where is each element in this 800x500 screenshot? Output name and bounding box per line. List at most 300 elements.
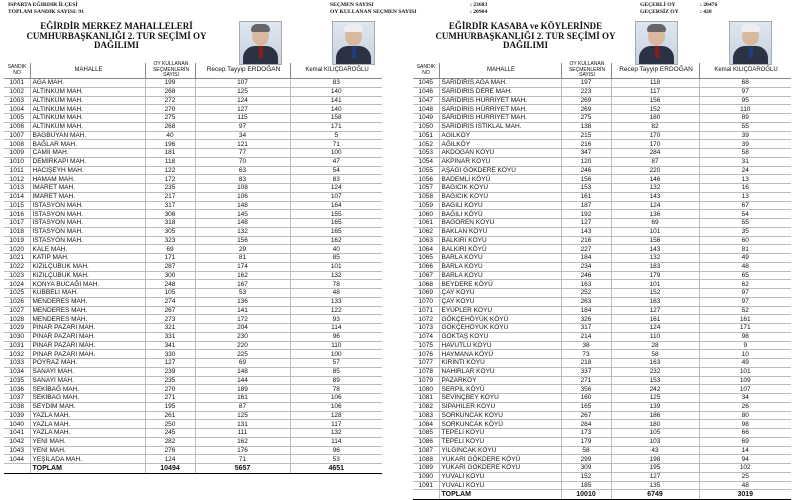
cand2-votes-cell: 65 (699, 271, 791, 280)
cand1-votes-cell: 136 (611, 210, 699, 219)
cand1-votes-cell: 101 (611, 280, 699, 289)
mahalle-cell: İSTASYON MAH. (30, 219, 145, 228)
cand2-votes-cell: 71 (290, 140, 382, 149)
table-row (4, 402, 382, 411)
table-row (4, 254, 382, 263)
oy-count-cell: 73 (561, 350, 611, 359)
right-title-row (413, 20, 791, 79)
table-row (413, 341, 791, 350)
oy-count-cell: 270 (145, 105, 195, 114)
oy-count-cell: 356 (561, 385, 611, 394)
oy-count-cell: 275 (561, 114, 611, 123)
cand1-votes-cell: 176 (195, 446, 290, 455)
sandik-no-cell: 1002 (4, 87, 30, 96)
mahalle-cell: İSTASYON MAH. (30, 236, 145, 245)
cand2-votes-cell: 133 (290, 297, 382, 306)
sandik-no-cell: 1090 (413, 472, 439, 481)
oy-count-cell: 218 (561, 359, 611, 368)
cand1-votes-cell: 118 (611, 79, 699, 87)
cand2-votes-cell: 54 (699, 210, 791, 219)
cand2-votes-cell: 35 (699, 227, 791, 236)
cand1-votes-cell: 132 (611, 184, 699, 193)
table-row (4, 236, 382, 245)
cand2-votes-cell: 31 (699, 157, 791, 166)
mahalle-cell: GÖKÇEHÖYÜK KÖYÜ (439, 324, 561, 333)
cand2-votes-cell: 122 (290, 306, 382, 315)
mahalle-cell: AĞA MAH. (30, 79, 145, 87)
sandik-no-cell: 1007 (4, 131, 30, 140)
table-row (413, 429, 791, 438)
cand1-votes-cell: 53 (195, 289, 290, 298)
mahalle-cell: AKPINAR KÖYÜ (439, 157, 561, 166)
total-oy: 10010 (561, 490, 611, 500)
oy-count-cell: 173 (561, 429, 611, 438)
cand2-votes-cell: 164 (290, 201, 382, 210)
table-row (4, 131, 382, 140)
oy-count-cell: 246 (561, 166, 611, 175)
table-row (413, 114, 791, 123)
table-row (4, 122, 382, 131)
mahalle-cell: MENDERES MAH. (30, 306, 145, 315)
cand2-votes-cell: 83 (290, 175, 382, 184)
table-row (4, 315, 382, 324)
oy-count-cell: 246 (561, 271, 611, 280)
cand2-votes-cell: 132 (290, 429, 382, 438)
sandik-no-cell: 1070 (413, 297, 439, 306)
mahalle-cell: KIZILÇUBUK MAH. (30, 262, 145, 271)
cand2-votes-cell: 9 (699, 341, 791, 350)
sandik-no-cell: 1087 (413, 446, 439, 455)
oy-count-cell: 184 (561, 306, 611, 315)
mahalle-cell: AĞILKÖY (439, 131, 561, 140)
cand2-votes-cell: 78 (290, 280, 382, 289)
mahalle-cell: KALE MAH. (30, 245, 145, 254)
mahalle-cell: TEPELİ KÖYÜ (439, 437, 561, 446)
total-cand1: 5657 (195, 464, 290, 474)
cand2-votes-cell: 39 (699, 131, 791, 140)
table-row (413, 376, 791, 385)
cand1-votes-cell: 127 (195, 105, 290, 114)
cand1-votes-cell: 77 (195, 149, 290, 158)
left-panel (4, 20, 382, 474)
oy-count-cell: 268 (145, 122, 195, 131)
total-label: TOPLAM (30, 464, 145, 474)
mahalle-cell: POYRAZ MAH. (30, 359, 145, 368)
sandik-no-cell: 1030 (4, 332, 30, 341)
sandik-no-cell: 1060 (413, 210, 439, 219)
right-panel-title: EĞİRDİR KASABA ve KÖYLERİNDE CUMHURBAŞKANLIĞI 2. TUR SEÇİMİ OY DAĞILIMI (435, 21, 616, 50)
mahalle-cell: YUKARI GÖKDERE KÖYÜ (439, 464, 561, 473)
cand1-votes-cell: 180 (611, 114, 699, 123)
cand1-votes-cell: 174 (195, 262, 290, 271)
sandik-no-cell: 1028 (4, 315, 30, 324)
cand1-votes-cell: 143 (611, 245, 699, 254)
col-sandik-header: SANDIK NO (7, 64, 27, 76)
cand2-votes-cell: 100 (290, 350, 382, 359)
sandik-no-cell: 1021 (4, 254, 30, 263)
mahalle-cell: SERPİL KÖYÜ (439, 385, 561, 394)
sandik-no-cell: 1074 (413, 332, 439, 341)
oy-count-cell: 179 (561, 437, 611, 446)
cand1-votes-cell: 144 (195, 376, 290, 385)
oy-count-cell: 267 (145, 306, 195, 315)
mahalle-cell: GÖKÇEHÖYÜK KÖYÜ (439, 315, 561, 324)
oy-count-cell: 318 (145, 219, 195, 228)
sandik-no-cell: 1083 (413, 411, 439, 420)
oy-count-cell: 160 (561, 394, 611, 403)
cand1-votes-cell: 242 (611, 385, 699, 394)
cand2-votes-cell: 132 (290, 271, 382, 280)
sandik-no-cell: 1024 (4, 280, 30, 289)
sandik-no-cell: 1063 (413, 236, 439, 245)
total-blank-cell (4, 464, 30, 474)
mahalle-cell: SARIDİRİS HÜRRİYET MAH. (439, 96, 561, 105)
candidate-2-photo (332, 21, 375, 65)
cand2-votes-cell: 58 (699, 149, 791, 158)
table-row (413, 350, 791, 359)
oy-count-cell: 105 (145, 289, 195, 298)
mahalle-cell: BALKIRI KÖYÜ (439, 236, 561, 245)
cand1-votes-cell: 63 (195, 166, 290, 175)
table-row (413, 385, 791, 394)
table-row (4, 359, 382, 368)
cand2-votes-cell: 109 (699, 376, 791, 385)
sandik-no-cell: 1046 (413, 87, 439, 96)
oy-count-cell: 185 (561, 481, 611, 490)
total-label: TOPLAM (439, 490, 561, 500)
cand1-votes-cell: 127 (611, 472, 699, 481)
oy-count-cell: 271 (561, 376, 611, 385)
oy-count-cell: 199 (145, 79, 195, 87)
sandik-no-cell: 1064 (413, 245, 439, 254)
cand1-votes-cell: 186 (611, 411, 699, 420)
cand2-votes-cell: 16 (699, 184, 791, 193)
cand2-votes-cell: 100 (290, 149, 382, 158)
oy-count-cell: 331 (145, 332, 195, 341)
cand1-votes-cell: 161 (195, 394, 290, 403)
mahalle-cell: CAMİİ MAH. (30, 149, 145, 158)
sandik-no-cell: 1048 (413, 105, 439, 114)
cand1-votes-cell: 170 (611, 131, 699, 140)
cand1-votes-cell: 143 (611, 192, 699, 201)
header-mid-values (470, 2, 487, 16)
sandik-no-cell: 1039 (4, 411, 30, 420)
sandik-no-cell: 1015 (4, 201, 30, 210)
cand1-votes-cell: 132 (611, 254, 699, 263)
table-row (4, 420, 382, 429)
table-row (413, 236, 791, 245)
sandik-no-cell: 1085 (413, 429, 439, 438)
mahalle-cell: SEVİNÇBEY KÖYÜ (439, 394, 561, 403)
oy-count-cell: 282 (145, 437, 195, 446)
mahalle-cell: MENDERES MAH. (30, 297, 145, 306)
oy-count-cell: 275 (145, 114, 195, 123)
cand1-votes-cell: 124 (195, 96, 290, 105)
cand2-votes-cell: 62 (699, 280, 791, 289)
oy-count-cell: 341 (145, 341, 195, 350)
cand1-votes-cell: 43 (611, 446, 699, 455)
cand2-votes-cell: 54 (290, 166, 382, 175)
cand1-votes-cell: 156 (611, 96, 699, 105)
cand1-votes-cell: 152 (611, 105, 699, 114)
cand2-votes-cell: 24 (699, 166, 791, 175)
sandik-no-cell: 1073 (413, 324, 439, 333)
sandik-no-cell: 1043 (4, 446, 30, 455)
total-blank-cell (413, 490, 439, 500)
table-row (413, 464, 791, 473)
mahalle-cell: SORKUNCAK KÖYÜ (439, 420, 561, 429)
oy-count-cell: 239 (145, 367, 195, 376)
sandik-no-cell: 1016 (4, 210, 30, 219)
cand2-votes-cell: 60 (699, 236, 791, 245)
oy-count-cell: 269 (561, 96, 611, 105)
table-row (4, 166, 382, 175)
mahalle-cell: BAĞÖREN KÖYÜ (439, 219, 561, 228)
right-results-table (413, 79, 791, 500)
mahalle-cell: ALTINKUM MAH. (30, 114, 145, 123)
mahalle-cell: YUVALI KÖYÜ (439, 481, 561, 490)
sandik-no-cell: 1014 (4, 192, 30, 201)
district-name: ISPARTA EĞIRDIR İLÇESİ (8, 2, 78, 8)
cand2-votes-cell: 107 (290, 192, 382, 201)
mahalle-cell: SANAYİ MAH. (30, 367, 145, 376)
sandik-no-cell: 1091 (413, 481, 439, 490)
oy-count-cell: 195 (145, 402, 195, 411)
cand2-votes-cell: 101 (699, 367, 791, 376)
sandik-no-cell: 1005 (4, 114, 30, 123)
cand2-votes-cell: 96 (290, 446, 382, 455)
cand2-votes-cell: 97 (699, 289, 791, 298)
cand1-votes-cell: 115 (195, 114, 290, 123)
oy-count-cell: 127 (145, 359, 195, 368)
cand2-votes-cell: 98 (699, 332, 791, 341)
mahalle-cell: BAĞLAR MAH. (30, 140, 145, 149)
cand1-votes-cell: 108 (195, 184, 290, 193)
mahalle-cell: PINAR PAZARI MAH. (30, 324, 145, 333)
oy-count-cell: 215 (561, 131, 611, 140)
mahalle-cell: YEŞİLADA MAH. (30, 455, 145, 464)
table-row (413, 166, 791, 175)
cand1-votes-cell: 58 (611, 350, 699, 359)
mahalle-cell: KIZILÇUBUK MAH. (30, 271, 145, 280)
mahalle-cell: SARIDİRİS HÜRRİYET MAH. (439, 114, 561, 123)
header-mid-labels (330, 2, 416, 16)
table-row (413, 96, 791, 105)
cand1-votes-cell: 97 (195, 122, 290, 131)
oy-count-cell: 196 (145, 140, 195, 149)
col-mahalle-header: MAHALLE (30, 63, 146, 78)
mahalle-cell: HAVUTLU KÖYÜ (439, 341, 561, 350)
oy-count-cell: 270 (145, 385, 195, 394)
table-row (413, 175, 791, 184)
sandik-no-cell: 1029 (4, 324, 30, 333)
voter-count-label: SEÇMEN SAYISI (330, 2, 374, 8)
candidate-1-photo (635, 21, 678, 65)
table-row (413, 87, 791, 96)
sandik-no-cell: 1035 (4, 376, 30, 385)
total-cand2: 4651 (290, 464, 382, 474)
sandik-no-cell: 1041 (4, 429, 30, 438)
mahalle-cell: KONYA BUCAĞI MAH. (30, 280, 145, 289)
oy-count-cell: 58 (561, 446, 611, 455)
cand1-votes-cell: 152 (611, 289, 699, 298)
sandik-no-cell: 1088 (413, 455, 439, 464)
cand1-votes-cell: 28 (611, 341, 699, 350)
sandik-no-cell: 1062 (413, 227, 439, 236)
cand2-votes-cell: 110 (699, 105, 791, 114)
cand2-votes-cell: 97 (699, 297, 791, 306)
oy-count-cell: 216 (561, 236, 611, 245)
oy-count-cell: 118 (145, 157, 195, 166)
sandik-no-cell: 1001 (4, 79, 30, 87)
cand2-votes-cell: 66 (699, 429, 791, 438)
cand2-votes-cell: 106 (290, 394, 382, 403)
cand1-votes-cell: 162 (195, 271, 290, 280)
cand2-votes-cell: 107 (699, 385, 791, 394)
table-row (413, 481, 791, 490)
cand1-votes-cell: 125 (611, 394, 699, 403)
oy-count-cell: 181 (145, 149, 195, 158)
table-row (413, 131, 791, 140)
mahalle-cell: İSTASYON MAH. (30, 201, 145, 210)
table-row (4, 201, 382, 210)
candidate-2-photo (729, 21, 772, 65)
mahalle-cell: YENİ MAH. (30, 437, 145, 446)
oy-count-cell: 276 (145, 446, 195, 455)
cand1-votes-cell: 81 (195, 254, 290, 263)
oy-count-cell: 184 (561, 254, 611, 263)
sandik-no-cell: 1081 (413, 394, 439, 403)
oy-count-cell: 317 (561, 324, 611, 333)
oy-count-cell: 248 (145, 280, 195, 289)
mahalle-cell: ALTINKUM MAH. (30, 96, 145, 105)
table-row (413, 157, 791, 166)
cand1-votes-cell: 163 (611, 359, 699, 368)
oy-count-cell: 235 (145, 184, 195, 193)
sandik-no-cell: 1068 (413, 280, 439, 289)
cand1-votes-cell: 69 (195, 359, 290, 368)
table-row (413, 332, 791, 341)
valid-vote-label: GEÇERLİ OY (640, 2, 676, 8)
oy-count-cell: 217 (145, 192, 195, 201)
cand2-votes-cell: 34 (699, 394, 791, 403)
table-row (413, 297, 791, 306)
oy-count-cell: 161 (561, 192, 611, 201)
cand2-votes-cell: 97 (699, 87, 791, 96)
mahalle-cell: DEMİRKAPI MAH. (30, 157, 145, 166)
mahalle-cell: ALTINKUM MAH. (30, 122, 145, 131)
cand2-votes-cell: 39 (699, 140, 791, 149)
table-row (413, 149, 791, 158)
oy-count-cell: 187 (561, 201, 611, 210)
cand1-votes-cell: 34 (195, 131, 290, 140)
sandik-no-cell: 1076 (413, 350, 439, 359)
cand1-votes-cell: 71 (195, 455, 290, 464)
oy-count-cell: 171 (145, 254, 195, 263)
table-row (4, 341, 382, 350)
cand2-votes-cell: 25 (699, 472, 791, 481)
invalid-vote-label: GEÇERSİZ OY (640, 9, 679, 15)
oy-count-cell: 309 (561, 464, 611, 473)
cand2-votes-cell: 40 (290, 245, 382, 254)
oy-count-cell: 330 (145, 350, 195, 359)
cand1-votes-cell: 163 (611, 297, 699, 306)
oy-count-cell: 269 (561, 105, 611, 114)
table-row (413, 324, 791, 333)
cand1-votes-cell: 127 (611, 306, 699, 315)
mahalle-cell: YUKARI GÖKDERE KÖYÜ (439, 455, 561, 464)
cand1-votes-cell: 220 (195, 341, 290, 350)
cand1-votes-cell: 172 (195, 315, 290, 324)
cand1-votes-cell: 121 (195, 140, 290, 149)
table-row (4, 105, 382, 114)
sandik-no-cell: 1034 (4, 367, 30, 376)
sandik-no-cell: 1056 (413, 175, 439, 184)
table-row (413, 245, 791, 254)
sandik-no-cell: 1077 (413, 359, 439, 368)
cand2-votes-cell: 55 (699, 219, 791, 228)
oy-count-cell: 38 (561, 341, 611, 350)
cand1-votes-cell: 145 (195, 210, 290, 219)
cand1-votes-cell: 153 (611, 376, 699, 385)
table-row (413, 359, 791, 368)
cand1-votes-cell: 189 (195, 385, 290, 394)
sandik-no-cell: 1059 (413, 201, 439, 210)
sandik-no-cell: 1010 (4, 157, 30, 166)
sandik-no-cell: 1066 (413, 262, 439, 271)
voted-count-label: OY KULLANAN SEÇMEN SAYISI (330, 9, 417, 15)
cand1-votes-cell: 101 (611, 227, 699, 236)
sandik-no-cell: 1019 (4, 236, 30, 245)
mahalle-cell: BAĞBUYAN MAH. (30, 131, 145, 140)
cand2-votes-cell: 81 (699, 245, 791, 254)
candidate-1-photo (239, 21, 282, 65)
mahalle-cell: BAKLAN KÖYÜ (439, 227, 561, 236)
sandik-no-cell: 1067 (413, 271, 439, 280)
cand2-votes-cell: 5 (290, 131, 382, 140)
cand1-votes-cell: 204 (195, 324, 290, 333)
sandik-no-cell: 1018 (4, 227, 30, 236)
oy-count-cell: 287 (145, 262, 195, 271)
sandik-no-cell: 1065 (413, 254, 439, 263)
cand1-votes-cell: 230 (195, 332, 290, 341)
cand1-votes-cell: 125 (195, 411, 290, 420)
mahalle-cell: BAĞICIK KÖYÜ (439, 192, 561, 201)
col-oy-header: OY KULLANAN SEÇMENLERİN SAYISI (145, 63, 196, 78)
oy-count-cell: 124 (145, 455, 195, 464)
table-row (4, 324, 382, 333)
cand1-votes-cell: 148 (195, 219, 290, 228)
sandik-no-cell: 1080 (413, 385, 439, 394)
oy-count-cell: 261 (145, 411, 195, 420)
cand1-votes-cell: 124 (611, 201, 699, 210)
cand2-votes-cell: 114 (290, 324, 382, 333)
cand1-votes-cell: 125 (195, 87, 290, 96)
oy-count-cell: 263 (561, 297, 611, 306)
cand2-votes-cell: 53 (290, 455, 382, 464)
sandik-no-cell: 1054 (413, 157, 439, 166)
cand2-votes-cell: 161 (699, 315, 791, 324)
cand2-votes-cell: 69 (699, 437, 791, 446)
mahalle-cell: İMARET MAH. (30, 184, 145, 193)
table-row (4, 455, 382, 464)
cand2-votes-cell: 158 (290, 114, 382, 123)
sandik-no-cell: 1071 (413, 306, 439, 315)
table-row (4, 306, 382, 315)
col-sandik-header: SANDIK NO (416, 64, 436, 76)
sandik-no-cell: 1052 (413, 140, 439, 149)
sandik-no-cell: 1045 (413, 79, 439, 87)
